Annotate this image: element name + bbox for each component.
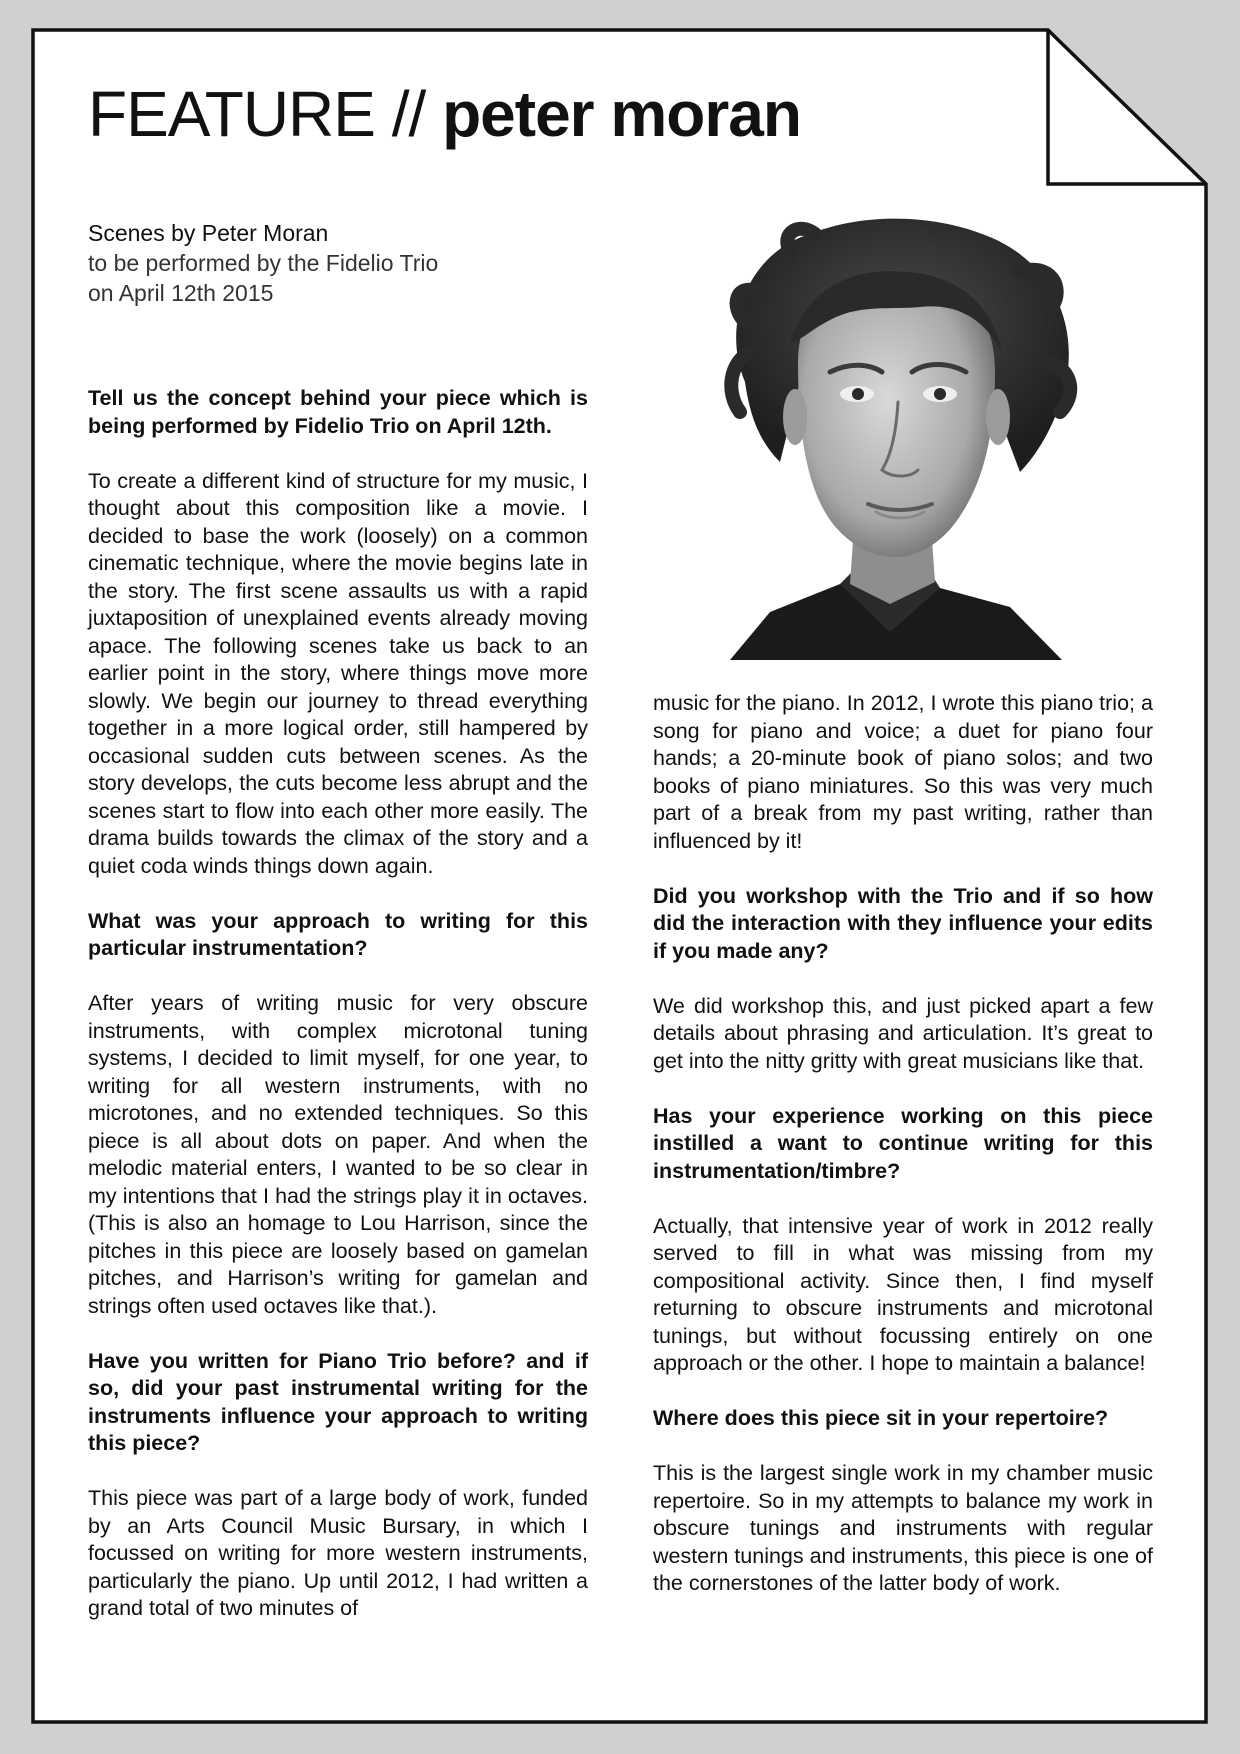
answer-4: We did workshop this, and just picked apart a few details about phrasing and articulation. It’s great to get into the nitty gritty with great musicians like that.	[653, 993, 1153, 1073]
page-title	[88, 78, 801, 150]
question-1: Tell us the concept behind your piece which is being performed by Fidelio Trio on April 12th.	[88, 386, 588, 438]
question-3: Have you written for Piano Trio before? and if so, did your past instrumental writing for the instruments influence your approach to writing this piece?	[88, 1348, 588, 1455]
answer-1: To create a different kind of structure for my music, I thought about this composition like a movie. I decided to base the work (loosely) on a common cinematic technique, where the movie begins late in the story. The first scene assaults us with a rapid juxtaposition of unexplained events already moving apace. The following scenes take us back to an earlier point in the story, where things move more slowly. We begin our journey to thread everything together in a more logical order, still hampered by occasional sudden cuts between scenes. As the story develops, the cuts become less abrupt and the scenes start to flow into each other more easily. The drama builds towards the climax of the story and a quiet coda winds things down again.	[88, 468, 588, 878]
question-2: What was your approach to writing for this particular instrumentation?	[88, 908, 588, 960]
question-5: Has your experience working on this piece instilled a want to continue writing for this instrumentation/timbre?	[653, 1103, 1153, 1183]
performer-line: to be performed by the Fidelio Trio	[88, 250, 439, 276]
piece-title-line	[88, 218, 438, 248]
piece-name: Scenes	[88, 220, 165, 246]
portrait-photo	[690, 212, 1130, 660]
question-4: Did you workshop with the Trio and if so how did the interaction with they influence your edits if you made any?	[653, 883, 1153, 963]
answer-5: Actually, that intensive year of work in 2012 really served to fill in what was missing from my compositional activity. Since then, I find myself returning to obscure instruments and microtonal tunings, but without focussing entirely on one approach or the other. I hope to maintain a balance!	[653, 1213, 1153, 1375]
answer-2: After years of writing music for very obscure instruments, with complex microtonal tuning systems, I decided to limit myself, for one year, to writing for all western instruments, with no microtones, and no extended techniques. So this piece is all about dots on paper. And when the melodic material enters, I wanted to be so clear in my intentions that I had the strings play it in octaves. (This is also an homage to Lou Harrison, since the pitches in this piece are loosely based on gamelan pitches, and Harrison’s writing for gamelan and strings often used octaves like that.).	[88, 991, 588, 1318]
left-column	[88, 385, 588, 1650]
right-column	[653, 690, 1153, 1625]
date-line: on April 12th 2015	[88, 280, 274, 306]
title-prefix: FEATURE //	[88, 78, 443, 150]
answer-6: This is the largest single work in my chamber music repertoire. So in my attempts to balance my work in obscure tunings and instruments with regular western tunings and instruments, this piece is one of the cornerstones of the latter body of work.	[653, 1461, 1153, 1595]
title-name: peter moran	[442, 78, 801, 150]
piece-info	[88, 218, 438, 308]
piece-composer: by Peter Moran	[164, 220, 329, 246]
answer-3-part-1: This piece was part of a large body of work, funded by an Arts Council Music Bursary, in which I focussed on writing for more western instruments, particularly the piano. Up until 2012, I had written a grand total of two minutes of	[88, 1486, 588, 1620]
question-6: Where does this piece sit in your repertoire?	[653, 1406, 1109, 1430]
answer-3-part-2: music for the piano. In 2012, I wrote this piano trio; a song for piano and voice; a duet for piano four hands; a 20-minute book of piano solos; and two books of piano miniatures. So this was very much part of a break from my past writing, rather than influenced by it!	[653, 691, 1153, 853]
